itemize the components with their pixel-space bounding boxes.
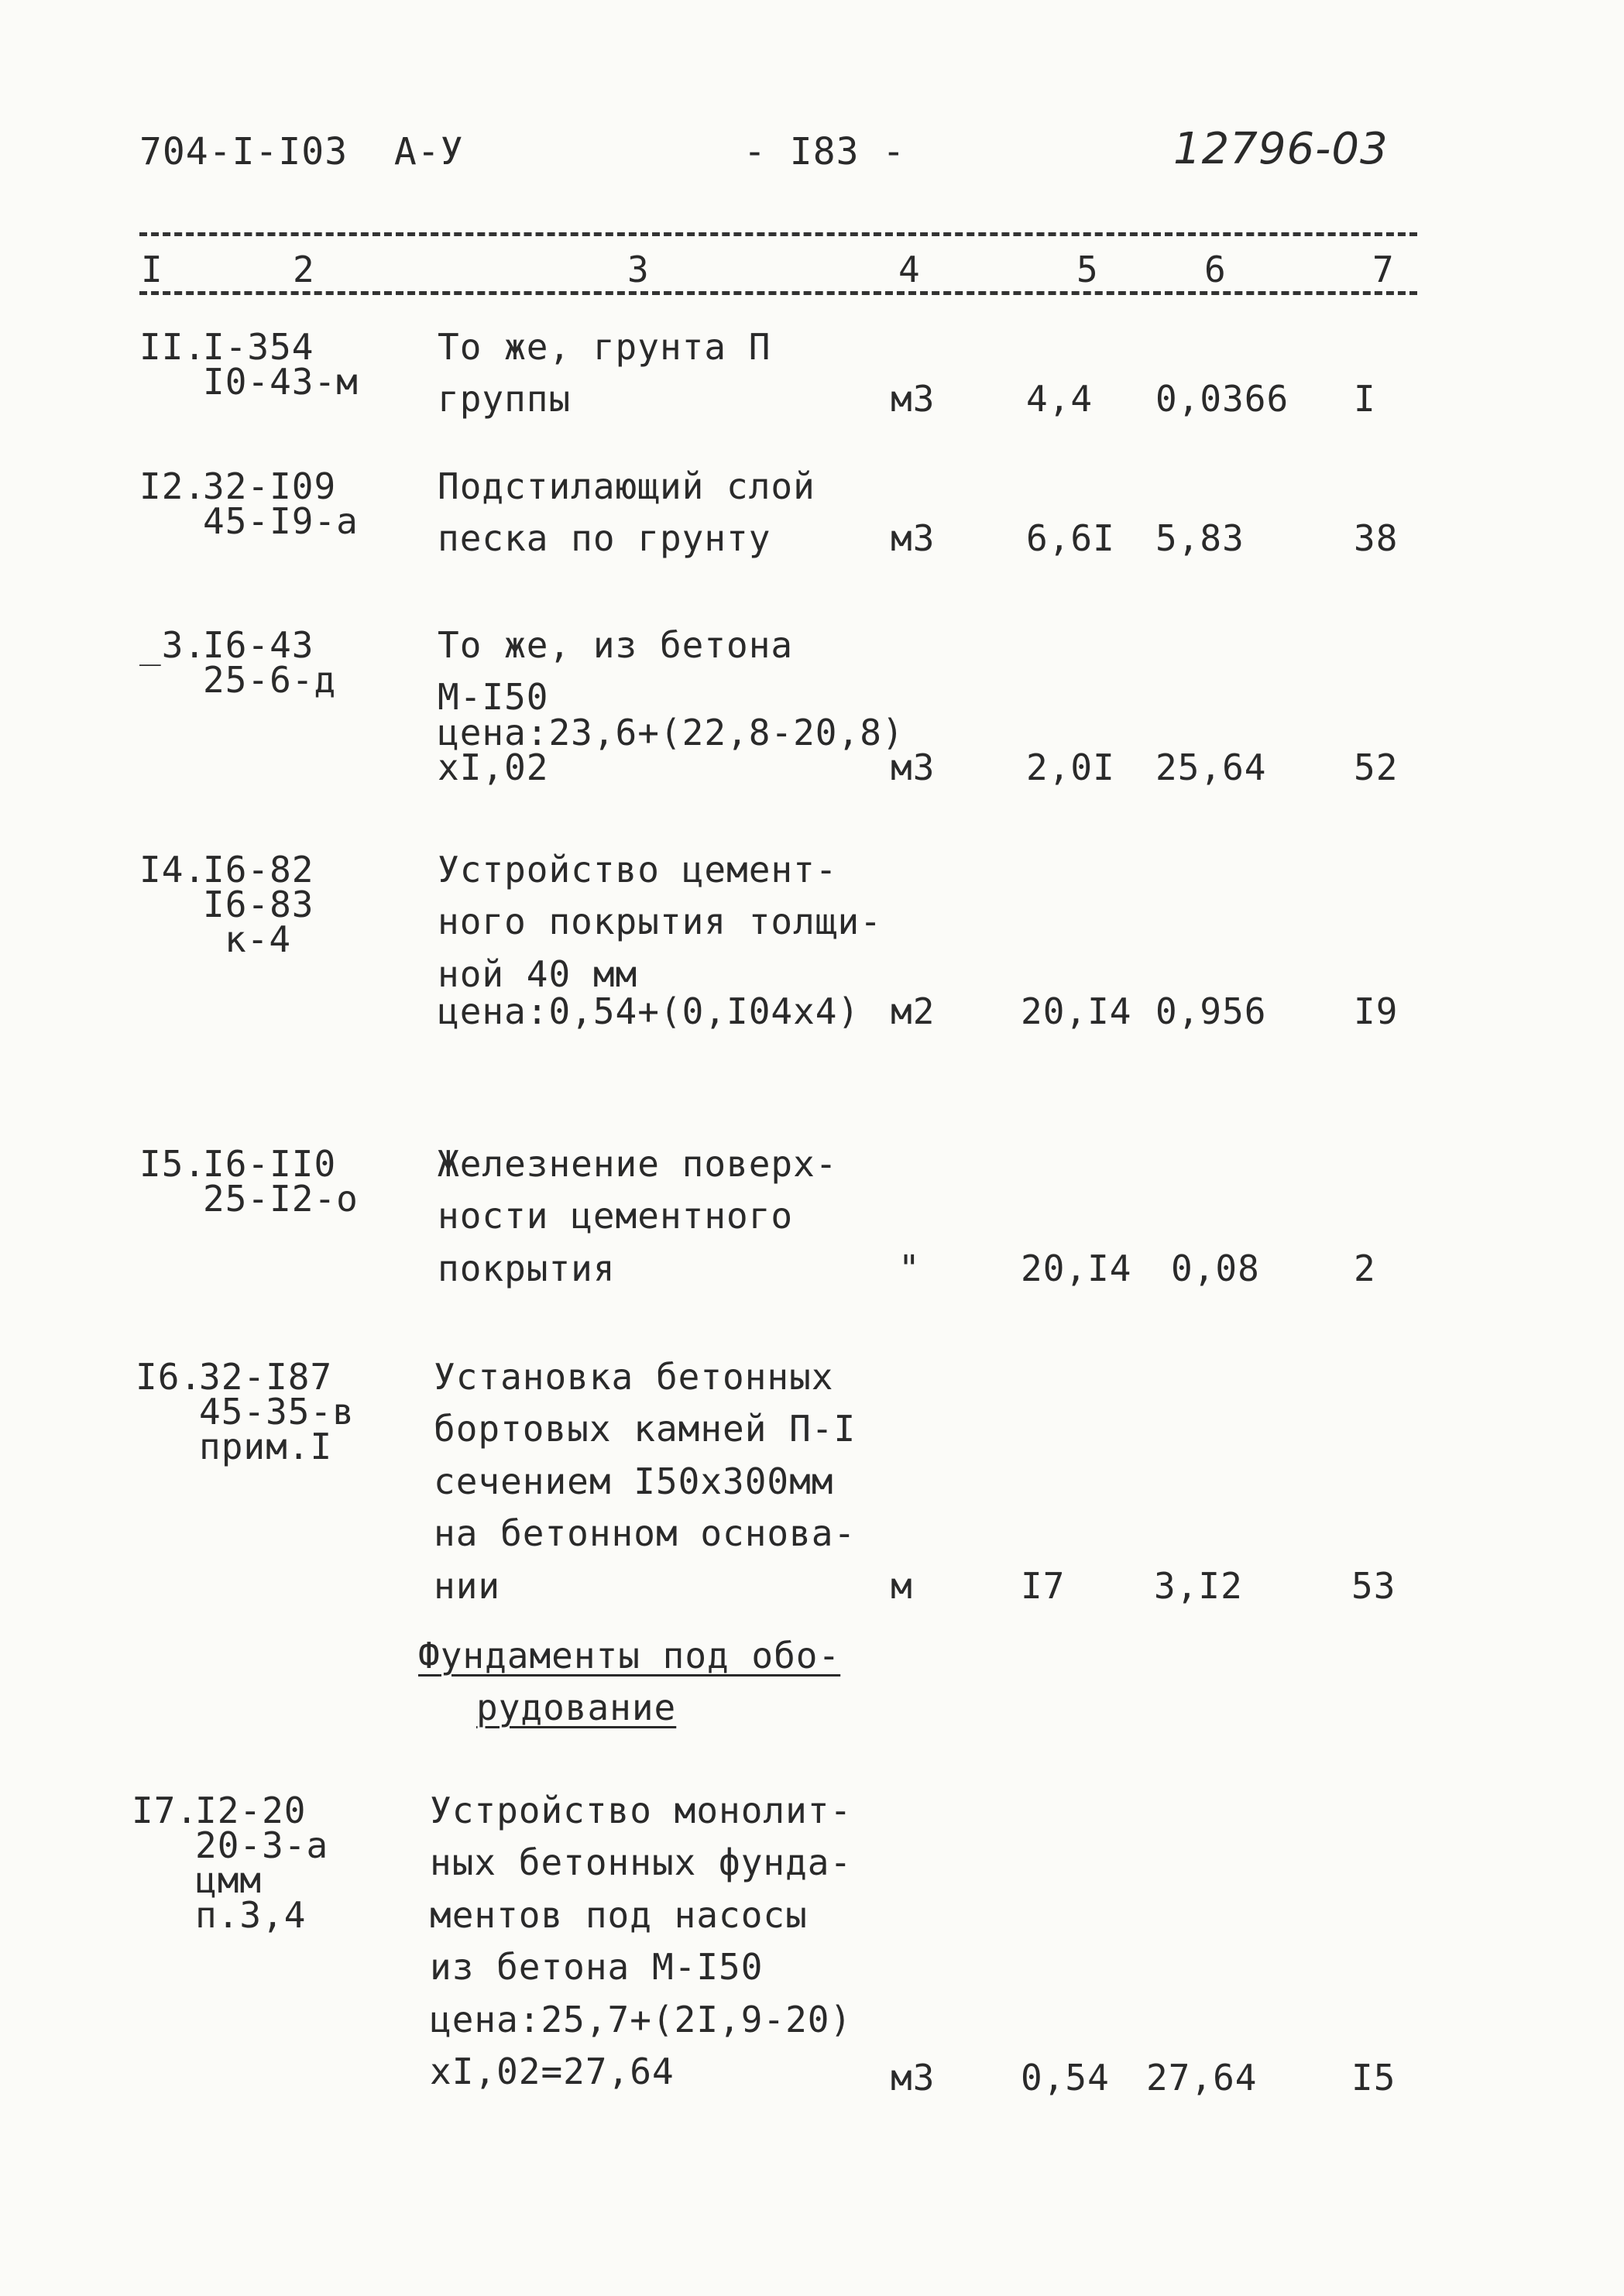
col-header-2: 2	[293, 249, 315, 290]
row-code: 32-I09	[203, 465, 337, 507]
document-code: 704-I-I03 А-У	[139, 130, 464, 173]
row-code: I2-20	[195, 1790, 307, 1831]
row-description: ных бетонных фунда-	[430, 1841, 853, 1883]
row-description: сечением I50х300мм	[434, 1460, 834, 1502]
col-header-6: 6	[1204, 249, 1227, 290]
col-header-5: 5	[1076, 249, 1099, 290]
row-description: покрытия	[438, 1248, 616, 1289]
row-unit-price: 27,64	[1146, 2057, 1258, 2099]
row-description: Установка бетонных	[434, 1356, 834, 1398]
section-heading: рудование	[476, 1687, 677, 1728]
col-header-7: 7	[1372, 249, 1395, 290]
row-description: Железнение поверх-	[438, 1143, 838, 1185]
row-quantity: 20,I4	[1021, 990, 1132, 1032]
row-number: I4.	[139, 849, 207, 891]
row-unit: м	[891, 1565, 913, 1607]
section-heading: Фундаменты под обо-	[418, 1635, 841, 1677]
row-number: I2.	[139, 465, 207, 507]
row-description: ности цементного	[438, 1195, 794, 1237]
header-dashed-rule	[139, 291, 1417, 295]
row-description: нии	[434, 1565, 501, 1607]
row-number: II.	[139, 326, 207, 368]
row-description: на бетонном основа-	[434, 1512, 857, 1554]
row-code: 20-3-а	[195, 1824, 329, 1866]
row-code: прим.I	[199, 1426, 333, 1467]
row-code: к-4	[225, 918, 292, 960]
row-unit-price: 25,64	[1155, 746, 1267, 788]
page-number: - I83 -	[743, 130, 906, 173]
row-description: хI,02	[438, 746, 549, 788]
row-total: 53	[1351, 1565, 1396, 1607]
row-unit: м2	[891, 990, 936, 1032]
row-unit: м3	[891, 746, 936, 788]
row-total: I	[1354, 378, 1376, 420]
row-code: I-354	[203, 326, 314, 368]
row-description: ной 40 мм	[438, 953, 638, 995]
row-unit-price: 0,0366	[1155, 378, 1289, 420]
row-description: То же, из бетона	[438, 624, 794, 666]
col-header-1: I	[141, 249, 163, 290]
row-unit: м3	[891, 378, 936, 420]
row-quantity: 4,4	[1026, 378, 1094, 420]
row-description: хI,02=27,64	[430, 2051, 675, 2092]
row-code: I0-43-м	[203, 361, 359, 403]
row-description: группы	[438, 378, 572, 420]
row-description: из бетона М-I50	[430, 1946, 764, 1988]
row-description: ментов под насосы	[430, 1894, 808, 1936]
row-unit-price: 0,956	[1155, 990, 1267, 1032]
row-description: ного покрытия толщи-	[438, 901, 882, 942]
row-quantity: 0,54	[1021, 2057, 1110, 2099]
row-total: 38	[1354, 517, 1399, 559]
row-code: п.3,4	[195, 1894, 307, 1936]
row-unit-price: 0,08	[1171, 1248, 1260, 1289]
row-description: Устройство монолит-	[430, 1790, 853, 1831]
row-total: 52	[1354, 746, 1399, 788]
row-unit-price: 5,83	[1155, 517, 1245, 559]
top-dashed-rule	[139, 232, 1417, 236]
row-total: I9	[1354, 990, 1399, 1032]
row-total: 2	[1354, 1248, 1376, 1289]
row-total: I5	[1351, 2057, 1396, 2099]
col-header-3: 3	[627, 249, 650, 290]
row-description: бортовых камней П-I	[434, 1408, 857, 1450]
row-number: I7.	[132, 1790, 199, 1831]
row-code: цмм	[195, 1859, 263, 1901]
row-code: 25-I2-о	[203, 1178, 359, 1220]
row-description: песка по грунту	[438, 517, 771, 559]
row-description: Подстилающий слой	[438, 465, 815, 507]
row-unit: "	[898, 1248, 921, 1289]
handwritten-number: 12796-03	[1173, 124, 1389, 174]
row-quantity: 2,0I	[1026, 746, 1115, 788]
row-code: 45-35-в	[199, 1391, 355, 1433]
row-code: I6-82	[203, 849, 314, 891]
row-description: Устройство цемент-	[438, 849, 838, 891]
row-number: I5.	[139, 1143, 207, 1185]
row-description: М-I50	[438, 676, 549, 718]
row-description: цена:25,7+(2I,9-20)	[430, 1999, 853, 2040]
row-code: 25-6-д	[203, 659, 337, 701]
row-unit: м3	[891, 517, 936, 559]
row-code: 45-I9-а	[203, 500, 359, 542]
row-code: I6-43	[203, 624, 314, 666]
col-header-4: 4	[898, 249, 921, 290]
row-description: То же, грунта П	[438, 326, 771, 368]
row-number: _3.	[139, 624, 207, 666]
row-unit: м3	[891, 2057, 936, 2099]
row-quantity: I7	[1021, 1565, 1066, 1607]
row-code: I6-II0	[203, 1143, 337, 1185]
row-code: 32-I87	[199, 1356, 333, 1398]
row-unit-price: 3,I2	[1154, 1565, 1243, 1607]
row-code: I6-83	[203, 884, 314, 925]
row-quantity: 6,6I	[1026, 517, 1115, 559]
row-number: I6.	[136, 1356, 203, 1398]
row-quantity: 20,I4	[1021, 1248, 1132, 1289]
row-description: цена:23,6+(22,8-20,8)	[438, 712, 905, 753]
row-description: цена:0,54+(0,I04х4)	[438, 990, 860, 1032]
